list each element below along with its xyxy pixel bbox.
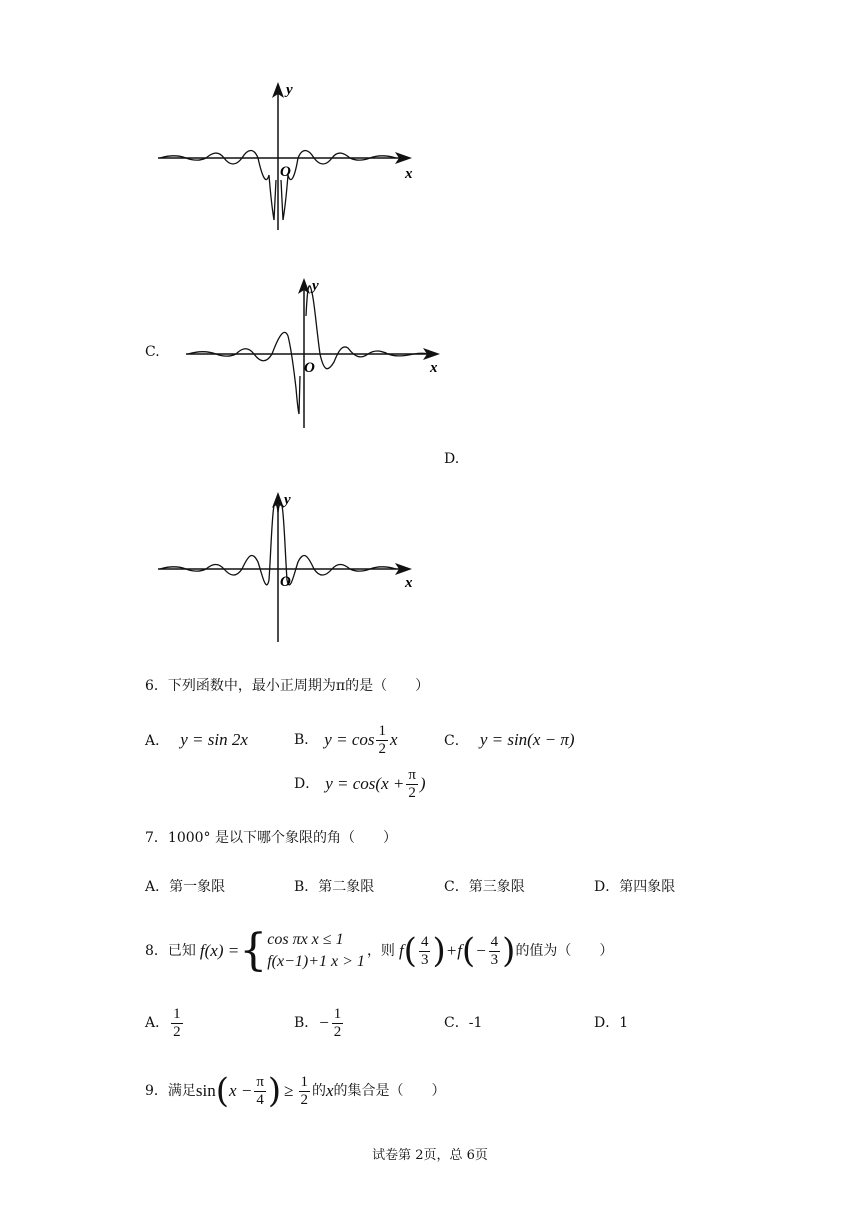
fraction-1 [419, 934, 431, 969]
option-c-label: C. [145, 344, 160, 360]
fraction-half [299, 1074, 311, 1109]
option-d-label: D. [444, 451, 460, 467]
denominator: 2 [408, 784, 416, 801]
denominator: 2 [173, 1023, 181, 1040]
option-text: 第三象限 [468, 879, 525, 895]
q6-option-c[interactable] [444, 730, 575, 750]
option-label: A． [145, 1015, 170, 1031]
stem-mid: ，则 [366, 943, 395, 959]
fraction [406, 767, 418, 802]
minus-sign: − [318, 1013, 330, 1032]
origin-label: O [304, 360, 315, 376]
paren-open: ( [461, 931, 476, 971]
numerator: 1 [173, 1005, 181, 1022]
graph-b [150, 80, 430, 240]
denominator: 2 [300, 1091, 308, 1108]
option-label: A． [145, 733, 170, 749]
axis-label-y: y [286, 82, 293, 98]
fraction-pi-4 [254, 1074, 266, 1109]
option-label: D． [294, 776, 320, 792]
piecewise-cases [267, 929, 365, 973]
fraction-2 [489, 934, 501, 969]
stem-suffix: 的集合是（ ） [333, 1083, 446, 1099]
q8-option-b[interactable] [294, 1002, 345, 1044]
numerator: 4 [420, 933, 429, 950]
graph-c [178, 276, 458, 436]
option-label: B． [294, 1015, 319, 1031]
option-label: C． [444, 733, 469, 749]
option-expr-prefix: y = cos(x + [325, 774, 405, 793]
minus-sign: − [475, 941, 487, 960]
question-7-stem: 7．1000° 是以下哪个象限的角（ ） [145, 830, 397, 846]
numerator: 1 [300, 1073, 308, 1090]
question-6-stem: 6．下列函数中，最小正周期为π的是（ ） [145, 678, 430, 694]
option-expr: y = sin 2x [180, 730, 248, 749]
q8-option-d[interactable] [594, 1014, 628, 1032]
plus-sign: + [445, 941, 458, 960]
origin-label: O [280, 574, 291, 590]
option-text: 第四象限 [619, 879, 676, 895]
q6-option-b[interactable] [294, 718, 398, 762]
denominator: 4 [256, 1091, 264, 1108]
numerator: 1 [378, 722, 386, 739]
origin-label: O [280, 164, 291, 180]
option-text: -1 [468, 1015, 483, 1031]
option-text: 第二象限 [318, 879, 375, 895]
func-f-2: f [457, 941, 462, 960]
option-label: C． [444, 1015, 469, 1031]
denominator: 3 [490, 951, 499, 968]
left-brace: { [239, 925, 268, 976]
option-label: B． [294, 732, 319, 748]
q6-option-d[interactable] [294, 762, 426, 806]
fraction [171, 1006, 183, 1041]
func-f-1: f [398, 941, 404, 960]
case-1: cos πx x ≤ 1 [267, 931, 344, 948]
option-label: C． [444, 879, 469, 895]
option-expr-prefix: y = cos [324, 730, 375, 749]
denominator: 3 [420, 951, 429, 968]
variable-x: x [326, 1081, 334, 1100]
stem-prefix: 8．已知 [145, 943, 196, 959]
sin-function: sin [195, 1081, 216, 1100]
page-footer: 试卷第 2页，总 6页 [372, 1148, 488, 1163]
axis-label-x: x [430, 360, 438, 376]
curve-c [188, 286, 428, 414]
graph-d [150, 490, 430, 650]
q6-option-a[interactable] [145, 730, 248, 750]
ge-sign: ≥ [284, 1081, 294, 1100]
argument: x − [229, 1081, 253, 1100]
fraction [376, 723, 388, 758]
paren-close: ) [267, 1071, 282, 1111]
fraction [332, 1006, 344, 1041]
q7-option-a[interactable] [145, 878, 225, 896]
q7-option-b[interactable] [294, 878, 374, 896]
axis-label-x: x [405, 575, 413, 591]
option-label: A． [145, 879, 170, 895]
numerator: π [408, 766, 416, 783]
question-8-stem [145, 922, 613, 980]
option-label: B． [294, 879, 319, 895]
option-text: 1 [619, 1015, 629, 1031]
q8-option-c[interactable] [444, 1014, 482, 1032]
axis-label-y: y [284, 492, 291, 508]
axis-label-y: y [312, 278, 319, 294]
numerator: 1 [333, 1005, 342, 1022]
numerator: 4 [490, 933, 499, 950]
q8-option-a[interactable] [145, 1002, 185, 1044]
option-label: D． [594, 879, 620, 895]
question-9-stem [145, 1066, 446, 1116]
denominator: 2 [378, 740, 386, 757]
paren-open: ( [215, 1071, 230, 1111]
option-expr: y = sin(x − π) [479, 730, 575, 749]
axis-label-x: x [405, 166, 413, 182]
option-label: D． [594, 1015, 620, 1031]
stem-suffix: 的值为（ ） [515, 943, 614, 959]
stem-de: 的 [312, 1083, 326, 1099]
option-expr-suffix: ) [419, 774, 426, 793]
paren-close: ) [502, 931, 516, 971]
paren-open: ( [403, 931, 417, 971]
function-name: f(x) = [199, 941, 240, 960]
option-text: 第一象限 [169, 879, 226, 895]
stem-prefix: 9．满足 [145, 1083, 196, 1099]
q7-option-c[interactable] [444, 878, 525, 896]
option-expr-suffix: x [389, 730, 398, 749]
denominator: 2 [333, 1023, 342, 1040]
paren-close: ) [432, 931, 446, 971]
q7-option-d[interactable] [594, 878, 675, 896]
numerator: π [256, 1073, 264, 1090]
case-2: f(x−1)+1 x > 1 [267, 953, 365, 970]
